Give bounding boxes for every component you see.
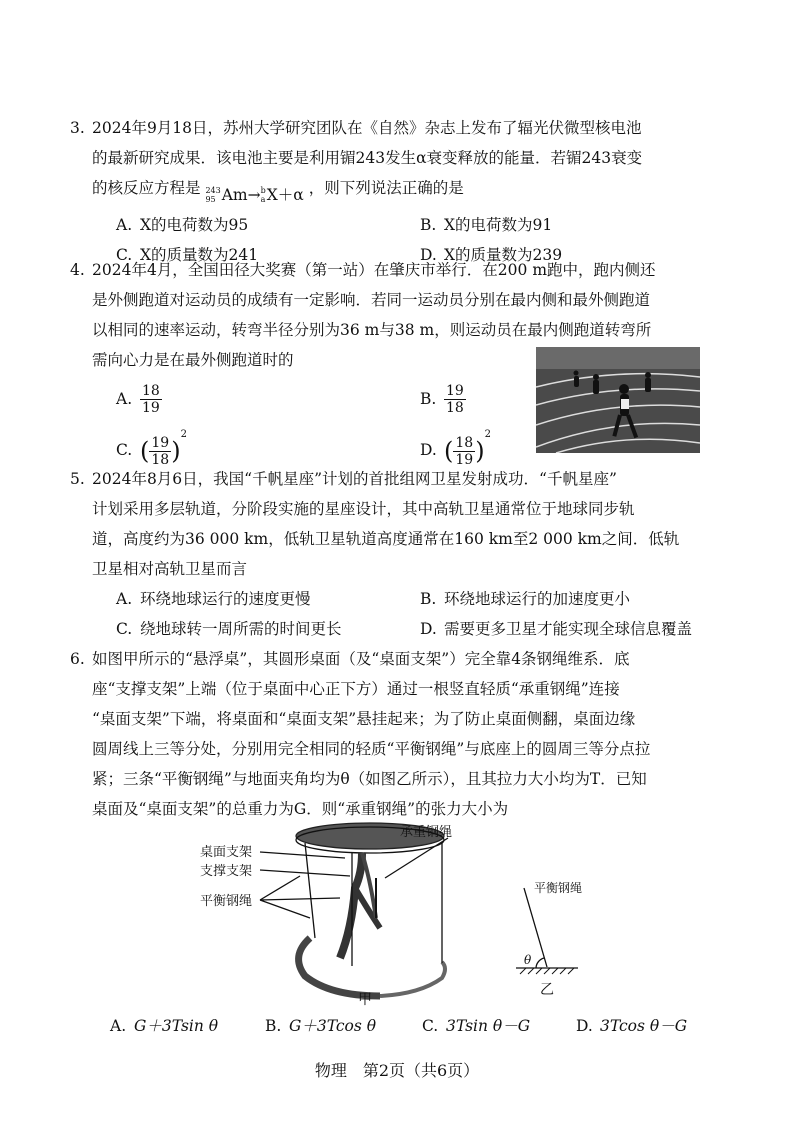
figure-caption-b: 乙 (540, 982, 554, 998)
question-number: 3. (70, 119, 85, 137)
product-symbol: X＋α (266, 186, 304, 204)
text-fragment: 的核反应方程是 (92, 179, 201, 197)
fraction: $\frac{19}{18}$ (151, 434, 170, 468)
theta-label: θ (524, 953, 532, 967)
label-desk-frame: 桌面支架 (200, 845, 253, 860)
exponent: 2 (180, 429, 187, 440)
running-track-image (536, 347, 700, 453)
figure-caption-a: 甲 (358, 992, 372, 1008)
question-text-line: 2024年4月，全国田径大奖赛（第一站）在肇庆市举行．在200 m跑中，跑内侧还 (92, 261, 656, 279)
floating-table-figure (180, 818, 480, 1008)
fraction: $\frac{19}{18}$ (446, 383, 464, 416)
question-number: 4. (70, 261, 85, 279)
option-c[interactable]: C. ( $\frac{19}{18}$ )$^2$ (116, 429, 187, 468)
question-text-line: 紧；三条“平衡钢绳”与地面夹角均为θ（如图乙所示），且其拉力大小均为T．已知 (92, 770, 647, 788)
mass-number: b (260, 186, 266, 195)
label-load-rope: 承重钢绳 (400, 825, 453, 840)
nuclear-equation (205, 180, 303, 210)
atomic-number: a (260, 195, 266, 204)
question-text-line: 桌面及“桌面支架”的总重力为G．则“承重钢绳”的张力大小为 (92, 800, 509, 818)
options-row (92, 210, 707, 240)
option-a[interactable]: A. 环绕地球运行的速度更慢 (116, 590, 311, 608)
question-text-line (92, 173, 707, 210)
atomic-number: 95 (205, 195, 216, 204)
q6-options (110, 1014, 710, 1044)
option-c[interactable]: C. 3Tsin θ－G (422, 1017, 531, 1035)
question-text-line: 以相同的速率运动，转弯半径分别为36 m与38 m，则运动员在最内侧跑道转弯所 (92, 321, 652, 339)
text-fragment: ，则下列说法正确的是 (308, 179, 464, 197)
question-number: 5. (70, 470, 85, 488)
question-text-line: 是外侧跑道对运动员的成绩有一定影响．若同一运动员分别在最内侧和最外侧跑道 (92, 291, 651, 309)
question-text-line: 2024年9月18日，苏州大学研究团队在《自然》杂志上发布了辐光伏微型核电池 (92, 119, 642, 137)
rope-angle-figure (510, 870, 600, 1000)
question-text-line: 需向心力是在最外侧跑道时的 (92, 351, 294, 369)
question-text-line: 道，高度约为36 000 km，低轨卫星轨道高度通常在160 km至2 000 km之间．低轨 (92, 530, 680, 548)
option-a[interactable]: A. X的电荷数为95 (116, 216, 249, 234)
option-d[interactable]: D. 3Tcos θ－G (576, 1017, 688, 1035)
exponent: 2 (484, 429, 491, 440)
question-text-line: 如图甲所示的“悬浮桌”，其圆形桌面（及“桌面支架”）完全靠4条钢绳维系．底 (92, 650, 630, 668)
mass-number: 243 (205, 186, 221, 195)
track-photo (536, 347, 700, 453)
option-b[interactable]: B. $\frac{19}{18}$ (420, 383, 464, 416)
page-footer: 物理 第2页（共6页） (314, 1061, 480, 1080)
question-number: 6. (70, 650, 85, 668)
options-row (92, 584, 707, 614)
option-b[interactable]: B. X的电荷数为91 (420, 216, 553, 234)
question-text-line: 2024年8月6日，我国“千帆星座”计划的首批组网卫星发射成功．“千帆星座” (92, 470, 617, 488)
option-c[interactable]: C. 绕地球转一周所需的时间更长 (116, 620, 342, 638)
option-a[interactable]: A. $\frac{18}{19}$ (116, 383, 160, 416)
arrow-icon: → (247, 186, 261, 204)
question-3 (70, 113, 707, 270)
element-symbol: Am (221, 186, 248, 204)
question-6 (70, 644, 707, 824)
option-d[interactable]: D. 需要更多卫星才能实现全球信息覆盖 (420, 620, 693, 638)
option-d[interactable]: D. X的质量数为239 (420, 246, 563, 264)
option-b[interactable]: B. G＋3Tcos θ (265, 1017, 377, 1035)
question-text-line: 座“支撑支架”上端（位于桌面中心正下方）通过一根竖直轻质“承重钢绳”连接 (92, 680, 620, 698)
label-balance-rope-b: 平衡钢绳 (534, 881, 583, 895)
option-d[interactable]: D. ( $\frac{18}{19}$ )$^2$ (420, 429, 491, 468)
option-b[interactable]: B. 环绕地球运行的加速度更小 (420, 590, 631, 608)
question-5 (70, 464, 707, 644)
options-row (92, 614, 707, 644)
question-text-line: 计划采用多层轨道，分阶段实施的星座设计，其中高轨卫星通常位于地球同步轨 (92, 500, 635, 518)
label-balance-rope: 平衡钢绳 (200, 894, 253, 909)
question-text-line: 圆周线上三等分处，分别用完全相同的轻质“平衡钢绳”与底座上的圆周三等分点拉 (92, 740, 651, 758)
fraction: $\frac{18}{19}$ (142, 383, 160, 416)
question-text-line: 卫星相对高轨卫星而言 (92, 560, 248, 578)
option-c[interactable]: C. X的质量数为241 (116, 246, 259, 264)
question-text-line: 的最新研究成果．该电池主要是利用镅243发生α衰变释放的能量．若镅243衰变 (92, 149, 643, 167)
option-a[interactable]: A. G＋3Tsin θ (110, 1017, 219, 1035)
fraction: $\frac{18}{19}$ (455, 434, 474, 468)
question-text-line: “桌面支架”下端，将桌面和“桌面支架”悬挂起来；为了防止桌面侧翻，桌面边缘 (92, 710, 636, 728)
label-support-frame: 支撑支架 (200, 864, 253, 879)
